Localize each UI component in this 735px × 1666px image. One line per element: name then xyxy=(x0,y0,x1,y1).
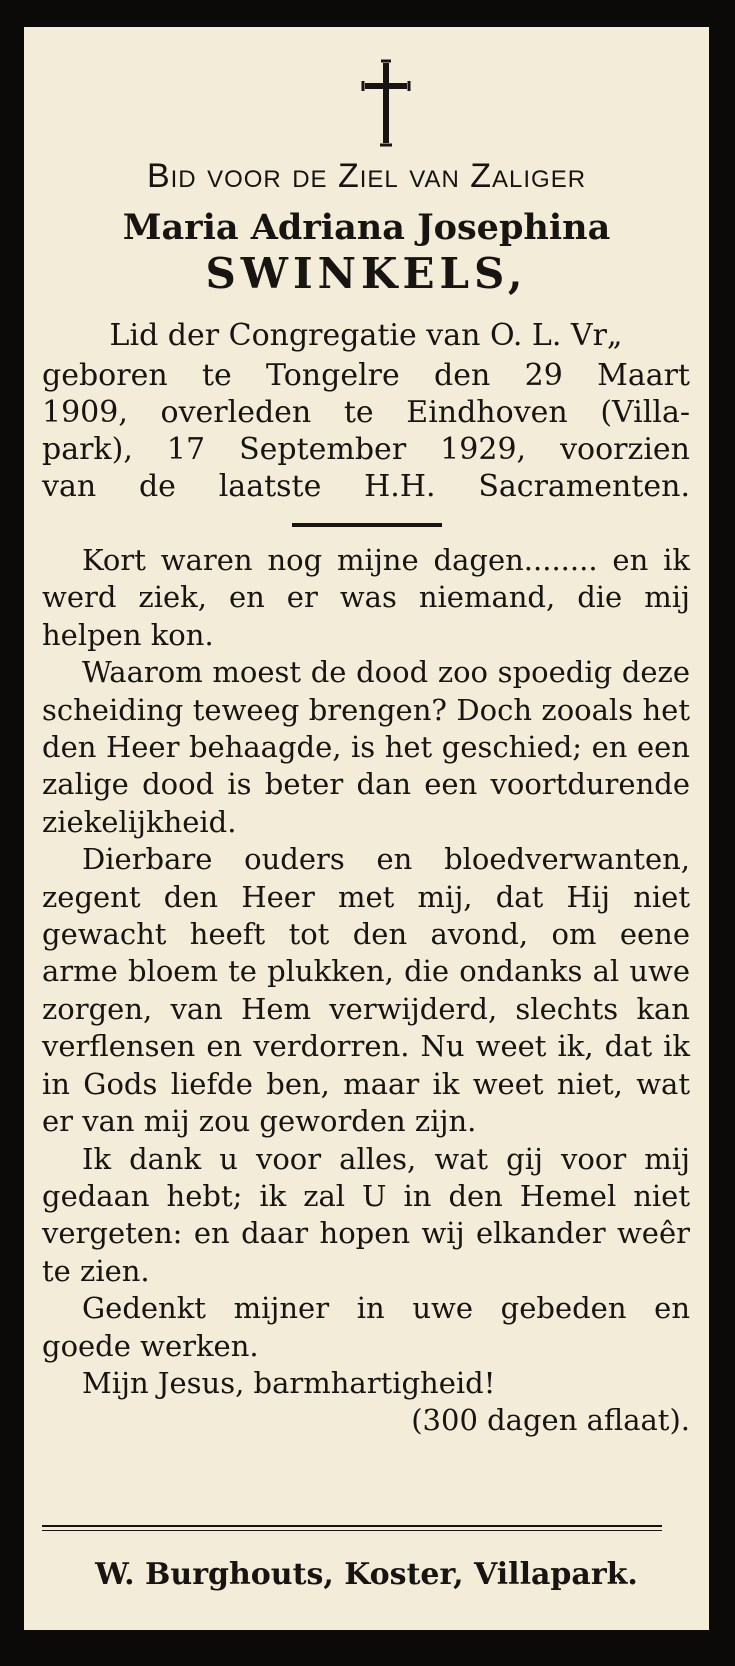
verse-paragraph: Dierbare ouders en bloedverwanten, zegent den Heer met mij, dat Hij niet gewacht heeft tot den avond, om eene arme bloem te plukken, die ondanks al uwe zorgen, van Hem verwijderd, slechts kan verflensen en verdorren. Nu weet ik, dat ik in Gods liefde ben, maar ik weet niet, wat er van mij zou geworden zijn. xyxy=(42,842,690,1139)
prayer-heading: Bid voor de Ziel van Zaliger xyxy=(146,157,587,195)
deceased-given-names: Maria Adriana Josephina xyxy=(122,207,611,248)
verse-paragraph: Waarom moest de dood zoo spoedig deze scheiding teweeg brengen? Doch zooals het den Heer behaagde, is het geschied; en een zalige dood is beter dan een voortdurende ziekelijkheid. xyxy=(42,655,690,839)
life-details xyxy=(42,357,690,505)
memorial-verse xyxy=(42,542,690,1440)
footer-divider-bottom xyxy=(42,1530,662,1531)
printer-credit: W. Burghouts, Koster, Villapark. xyxy=(95,1557,638,1592)
verse-paragraph: Gedenkt mijner in uwe gebeden en goede werken. xyxy=(42,1291,690,1363)
verse-paragraph: Mijn Jesus, barmhartigheid! xyxy=(82,1365,496,1400)
cross-icon xyxy=(361,59,411,149)
life-details-line: van de laatste H.H. Sacramenten. xyxy=(42,469,690,504)
verse-paragraph: Ik dank u voor alles, wat gij voor mij gedaan hebt; ik zal U in den Hemel niet vergeten: en daar hopen wij elkander weêr te zien. xyxy=(42,1141,690,1288)
section-divider xyxy=(292,523,442,527)
deceased-surname: SWINKELS, xyxy=(205,249,528,298)
life-details-line: park), 17 September 1929, voorzien xyxy=(42,432,690,467)
congregation-membership: Lid der Congregatie van O. L. Vr„ xyxy=(109,318,623,353)
footer-divider-top xyxy=(42,1525,662,1527)
life-details-line: 1909, overleden te Eindhoven (Villa- xyxy=(42,395,690,430)
indulgence-note: (300 dagen aflaat). xyxy=(411,1403,690,1438)
life-details-line: geboren te Tongelre den 29 Maart xyxy=(42,358,690,393)
card-paper xyxy=(24,27,709,1630)
verse-paragraph: Kort waren nog mijne dagen........ en ik werd ziek, en er was niemand, die mij helpen kon. xyxy=(42,543,690,652)
